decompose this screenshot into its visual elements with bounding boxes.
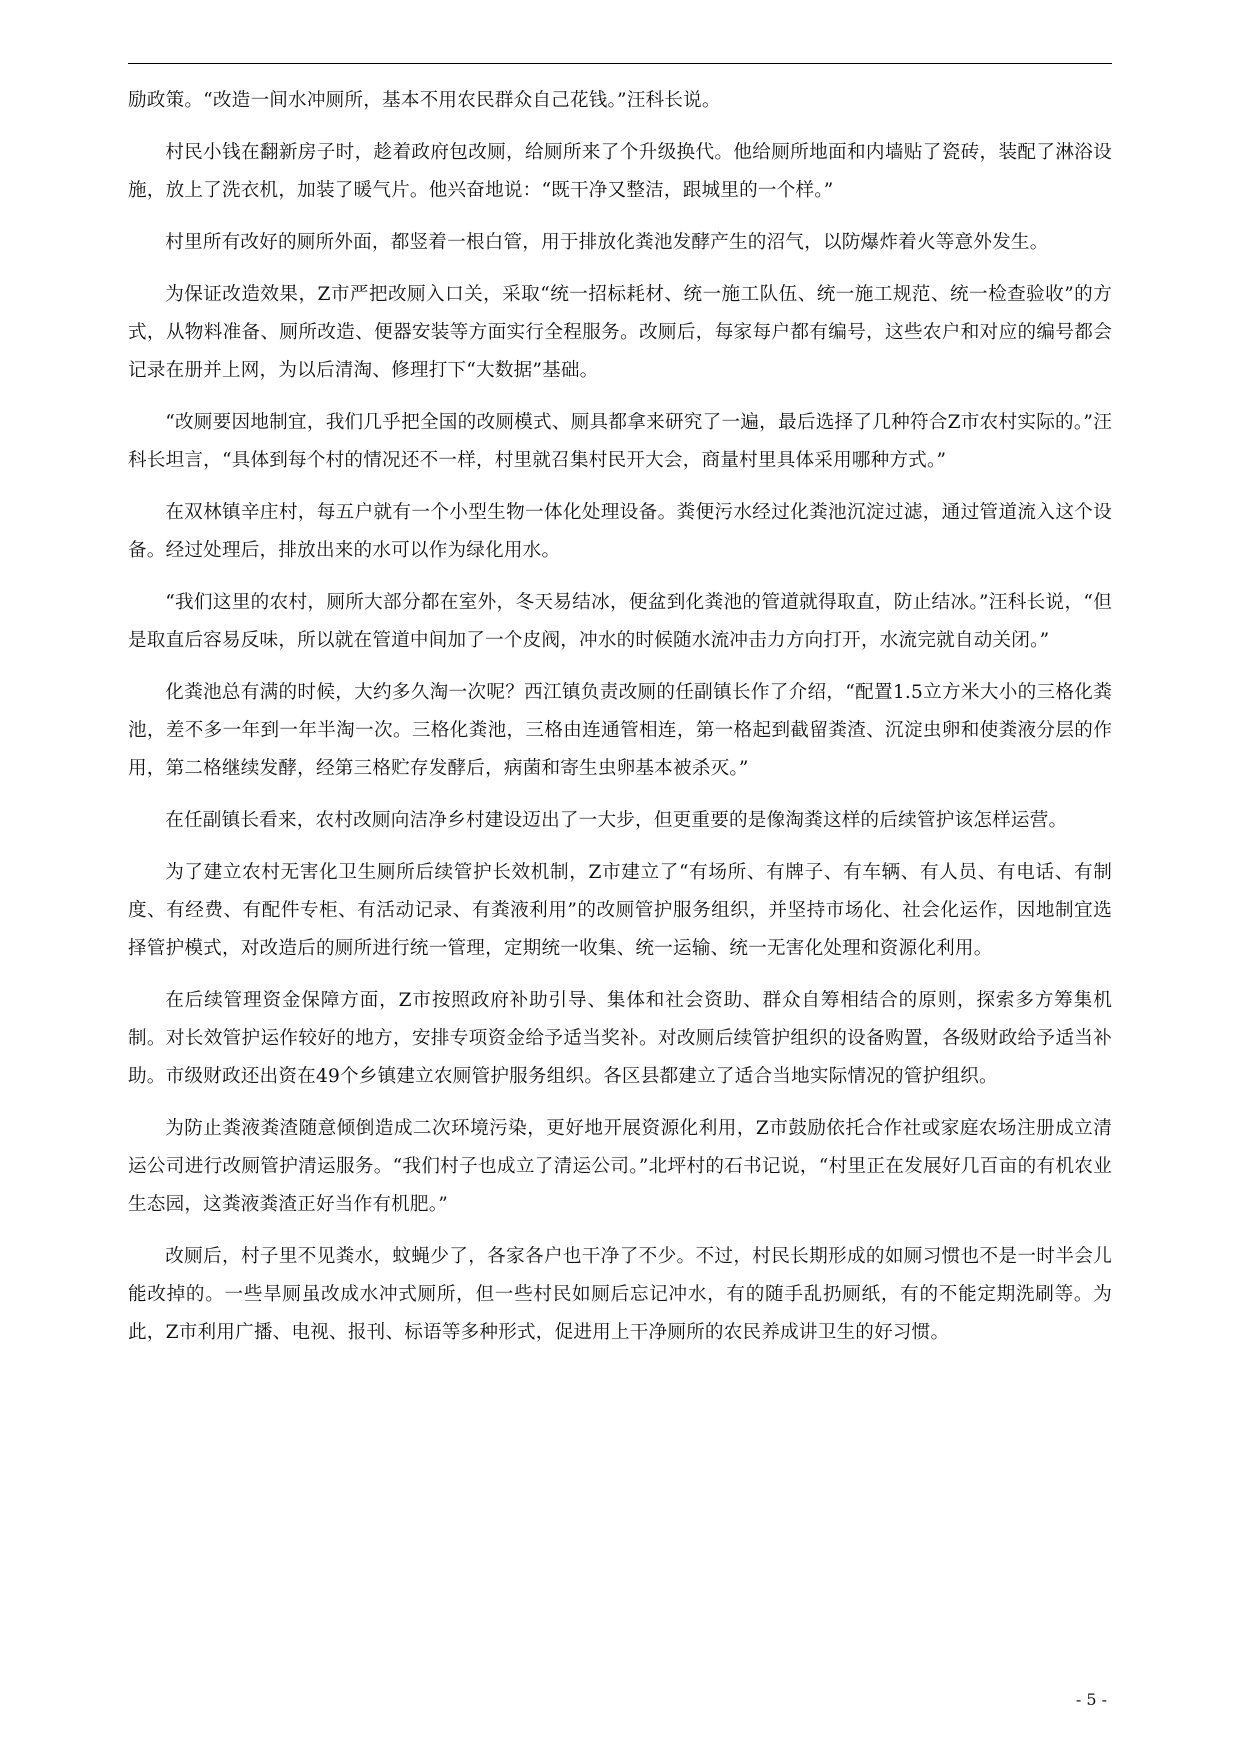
paragraph: 为防止粪液粪渣随意倾倒造成二次环境污染，更好地开展资源化利用，Z市鼓励依托合作社或家庭农场注册成立清运公司进行改厕管护清运服务。“我们村子也成立了清运公司。”北坪村的石书记说，“村里正在发展好几百亩的有机农业生态园，这粪液粪渣正好当作有机肥。”	[128, 1118, 1112, 1215]
paragraph: 村里所有改好的厕所外面，都竖着一根白管，用于排放化粪池发酵产生的沼气，以防爆炸着火等意外发生。	[165, 232, 1049, 253]
paragraph: 为保证改造效果，Z市严把改厕入口关，采取“统一招标耗材、统一施工队伍、统一施工规范、统一检查验收”的方式，从物料准备、厕所改造、便器安装等方面实行全程服务。改厕后，每家每户都有编号，这些农户和对应的编号都会记录在册并上网，为以后清淘、修理打下“大数据”基础。	[128, 284, 1112, 381]
paragraph: 改厕后，村子里不见粪水，蚊蝇少了，各家各户也干净了不少。不过，村民长期形成的如厕习惯也不是一时半会儿能改掉的。一些旱厕虽改成水冲式厕所，但一些村民如厕后忘记冲水，有的随手乱扔厕纸，有的不能定期洗刷等。为此，Z市利用广播、电视、报刊、标语等多种形式，促进用上干净厕所的农民养成讲卫生的好习惯。	[128, 1246, 1112, 1343]
page-number: - 5 -	[1075, 1690, 1107, 1709]
paragraph: “我们这里的农村，厕所大部分都在室外，冬天易结冰，便盆到化粪池的管道就得取直，防止结冰。”汪科长说，“但是取直后容易反味，所以就在管道中间加了一个皮阀，冲水的时候随水流冲击力方向打开，水流完就自动关闭。”	[128, 592, 1112, 651]
paragraph: 在双林镇辛庄村，每五户就有一个小型生物一体化处理设备。粪便污水经过化粪池沉淀过滤，通过管道流入这个设备。经过处理后，排放出来的水可以作为绿化用水。	[128, 502, 1112, 561]
paragraph: “改厕要因地制宜，我们几乎把全国的改厕模式、厕具都拿来研究了一遍，最后选择了几种符合Z市农村实际的。”汪科长坦言，“具体到每个村的情况还不一样，村里就召集村民开大会，商量村里具体采用哪种方式。”	[128, 412, 1112, 471]
header-rule	[128, 63, 1112, 64]
article-body	[128, 82, 1112, 1366]
paragraph: 在任副镇长看来，农村改厕向洁净乡村建设迈出了一大步，但更重要的是像淘粪这样的后续管护该怎样运营。	[165, 810, 1068, 831]
paragraph: 化粪池总有满的时候，大约多久淘一次呢？西江镇负责改厕的任副镇长作了介绍，“配置1.5立方米大小的三格化粪池，差不多一年到一年半淘一次。三格化粪池，三格由连通管相连，第一格起到截留粪渣、沉淀虫卵和使粪液分层的作用，第二格继续发酵，经第三格贮存发酵后，病菌和寄生虫卵基本被杀灭。”	[128, 682, 1112, 779]
paragraph: 为了建立农村无害化卫生厕所后续管护长效机制，Z市建立了“有场所、有牌子、有车辆、有人员、有电话、有制度、有经费、有配件专柜、有活动记录、有粪液利用”的改厕管护服务组织，并坚持市场化、社会化运作，因地制宜选择管护模式，对改造后的厕所进行统一管理，定期统一收集、统一运输、统一无害化处理和资源化利用。	[128, 862, 1112, 959]
paragraph: 村民小钱在翻新房子时，趁着政府包改厕，给厕所来了个升级换代。他给厕所地面和内墙贴了瓷砖，装配了淋浴设施，放上了洗衣机，加装了暖气片。他兴奋地说：“既干净又整洁，跟城里的一个样。”	[128, 142, 1112, 201]
paragraph: 励政策。“改造一间水冲厕所，基本不用农民群众自己花钱。”汪科长说。	[128, 90, 721, 111]
paragraph: 在后续管理资金保障方面，Z市按照政府补助引导、集体和社会资助、群众自筹相结合的原则，探索多方筹集机制。对长效管护运作较好的地方，安排专项资金给予适当奖补。对改厕后续管护组织的设备购置，各级财政给予适当补助。市级财政还出资在49个乡镇建立农厕管护服务组织。各区县都建立了适合当地实际情况的管护组织。	[128, 990, 1112, 1087]
